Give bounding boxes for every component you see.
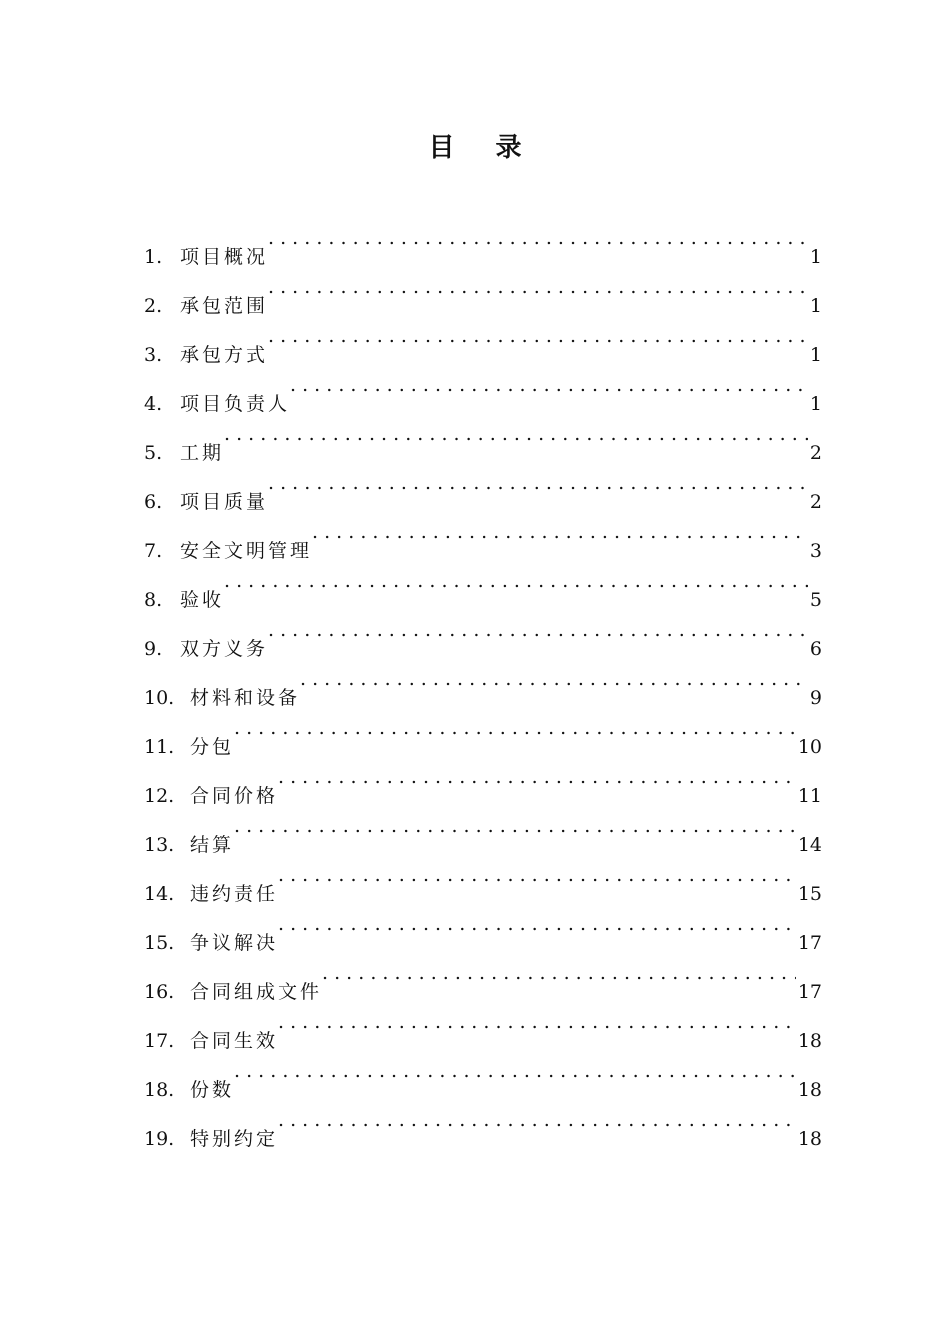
toc-entry[interactable] xyxy=(144,1096,822,1150)
entry-title: 工期 xyxy=(180,442,225,464)
toc-entry[interactable] xyxy=(144,214,822,268)
table-of-contents xyxy=(144,214,822,1150)
entry-title: 特别约定 xyxy=(190,1128,279,1150)
entry-number: 16. xyxy=(144,981,175,1003)
dot-leader xyxy=(312,508,808,557)
dot-leader xyxy=(278,753,796,802)
entry-title: 项目质量 xyxy=(180,491,269,513)
entry-title: 违约责任 xyxy=(190,883,279,905)
entry-page-number: 17 xyxy=(797,981,822,1003)
entry-number: 1. xyxy=(144,246,163,268)
toc-entry[interactable] xyxy=(144,802,822,856)
entry-number: 12. xyxy=(144,785,175,807)
entry-number: 18. xyxy=(144,1079,175,1101)
dot-leader xyxy=(268,459,808,508)
entry-number: 5. xyxy=(144,442,163,464)
entry-number: 19. xyxy=(144,1128,175,1150)
entry-title: 双方义务 xyxy=(180,638,269,660)
entry-page-number: 15 xyxy=(797,883,822,905)
dot-leader xyxy=(234,704,796,753)
entry-page-number: 2 xyxy=(809,442,822,464)
dot-leader xyxy=(224,557,808,606)
toc-entry[interactable] xyxy=(144,557,822,611)
page-title: 目 录 xyxy=(428,133,538,163)
entry-title: 项目概况 xyxy=(180,246,269,268)
entry-number: 3. xyxy=(144,344,163,366)
entry-page-number: 9 xyxy=(809,687,822,709)
dot-leader xyxy=(268,214,808,263)
entry-page-number: 11 xyxy=(797,785,822,807)
dot-leader xyxy=(268,606,808,655)
entry-title: 份数 xyxy=(190,1079,235,1101)
entry-page-number: 1 xyxy=(809,246,822,268)
entry-number: 2. xyxy=(144,295,163,317)
entry-page-number: 17 xyxy=(797,932,822,954)
dot-leader xyxy=(268,312,808,361)
dot-leader xyxy=(278,1096,796,1145)
dot-leader xyxy=(224,410,808,459)
dot-leader xyxy=(234,802,796,851)
entry-page-number: 14 xyxy=(797,834,822,856)
entry-number: 17. xyxy=(144,1030,175,1052)
entry-title: 合同价格 xyxy=(190,785,279,807)
entry-number: 4. xyxy=(144,393,163,415)
dot-leader xyxy=(234,1047,796,1096)
toc-entry[interactable] xyxy=(144,459,822,513)
dot-leader xyxy=(268,263,808,312)
entry-title: 结算 xyxy=(190,834,235,856)
entry-title: 项目负责人 xyxy=(180,393,291,415)
entry-page-number: 18 xyxy=(797,1079,822,1101)
toc-entry[interactable] xyxy=(144,1047,822,1101)
entry-number: 14. xyxy=(144,883,175,905)
entry-title: 验收 xyxy=(180,589,225,611)
entry-page-number: 1 xyxy=(809,295,822,317)
entry-number: 15. xyxy=(144,932,175,954)
entry-number: 13. xyxy=(144,834,175,856)
entry-number: 8. xyxy=(144,589,163,611)
entry-page-number: 1 xyxy=(809,344,822,366)
entry-number: 9. xyxy=(144,638,163,660)
toc-entry[interactable] xyxy=(144,410,822,464)
entry-page-number: 18 xyxy=(797,1128,822,1150)
toc-entry[interactable] xyxy=(144,704,822,758)
entry-number: 10. xyxy=(144,687,175,709)
entry-page-number: 10 xyxy=(797,736,822,758)
entry-page-number: 5 xyxy=(809,589,822,611)
entry-title: 分包 xyxy=(190,736,235,758)
entry-title: 承包范围 xyxy=(180,295,269,317)
entry-page-number: 18 xyxy=(797,1030,822,1052)
toc-entry[interactable] xyxy=(144,753,822,807)
dot-leader xyxy=(278,998,796,1047)
entry-title: 争议解决 xyxy=(190,932,279,954)
entry-page-number: 3 xyxy=(809,540,822,562)
dot-leader xyxy=(322,949,796,998)
dot-leader xyxy=(300,655,808,704)
entry-title: 合同生效 xyxy=(190,1030,279,1052)
entry-number: 7. xyxy=(144,540,163,562)
entry-page-number: 1 xyxy=(809,393,822,415)
entry-title: 材料和设备 xyxy=(190,687,301,709)
toc-entry[interactable] xyxy=(144,851,822,905)
entry-number: 6. xyxy=(144,491,163,513)
entry-page-number: 2 xyxy=(809,491,822,513)
entry-number: 11. xyxy=(144,736,175,758)
dot-leader xyxy=(278,851,796,900)
dot-leader xyxy=(290,361,808,410)
entry-title: 承包方式 xyxy=(180,344,269,366)
entry-title: 安全文明管理 xyxy=(180,540,313,562)
dot-leader xyxy=(278,900,796,949)
toc-entry[interactable] xyxy=(144,606,822,660)
entry-title: 合同组成文件 xyxy=(190,981,323,1003)
entry-page-number: 6 xyxy=(809,638,822,660)
